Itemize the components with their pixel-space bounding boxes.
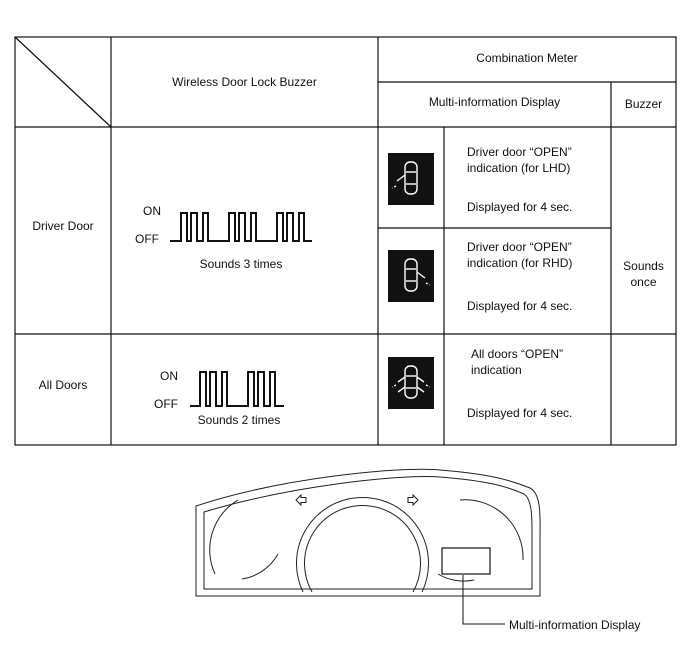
header-wireless-door-lock-buzzer: Wireless Door Lock Buzzer [172,75,317,89]
waveform-off-label: OFF [135,232,159,246]
display-duration-all-doors: Displayed for 4 sec. [467,406,573,420]
waveform-on-label: ON [143,204,161,218]
sound-caption-3-times: Sounds 3 times [199,257,283,271]
display-text-rhd: Driver door “OPEN” indication (for RHD) [467,240,573,270]
display-text-lhd: Driver door “OPEN” indication (for LHD) [467,145,572,175]
row-label-driver-door: Driver Door [32,219,94,233]
callout-label-multi-information-display: Multi-information Display [509,618,641,632]
waveform-on-label: ON [160,369,178,383]
header-combination-meter: Combination Meter [476,51,578,65]
sound-caption-2-times: Sounds 2 times [197,413,281,427]
buzzer-sounds-once: Sounds once [623,259,664,289]
waveform-off-label: OFF [154,397,178,411]
display-duration-rhd: Displayed for 4 sec. [467,299,573,313]
header-multi-information-display: Multi-information Display [428,95,561,109]
display-duration-lhd: Displayed for 4 sec. [467,200,573,214]
callout-leader-line [463,575,505,624]
display-text-all-doors: All doors “OPEN” indication [471,347,564,377]
row-label-all-doors: All Doors [38,378,88,392]
header-buzzer: Buzzer [624,97,663,111]
multi-information-display-screen [442,548,490,574]
